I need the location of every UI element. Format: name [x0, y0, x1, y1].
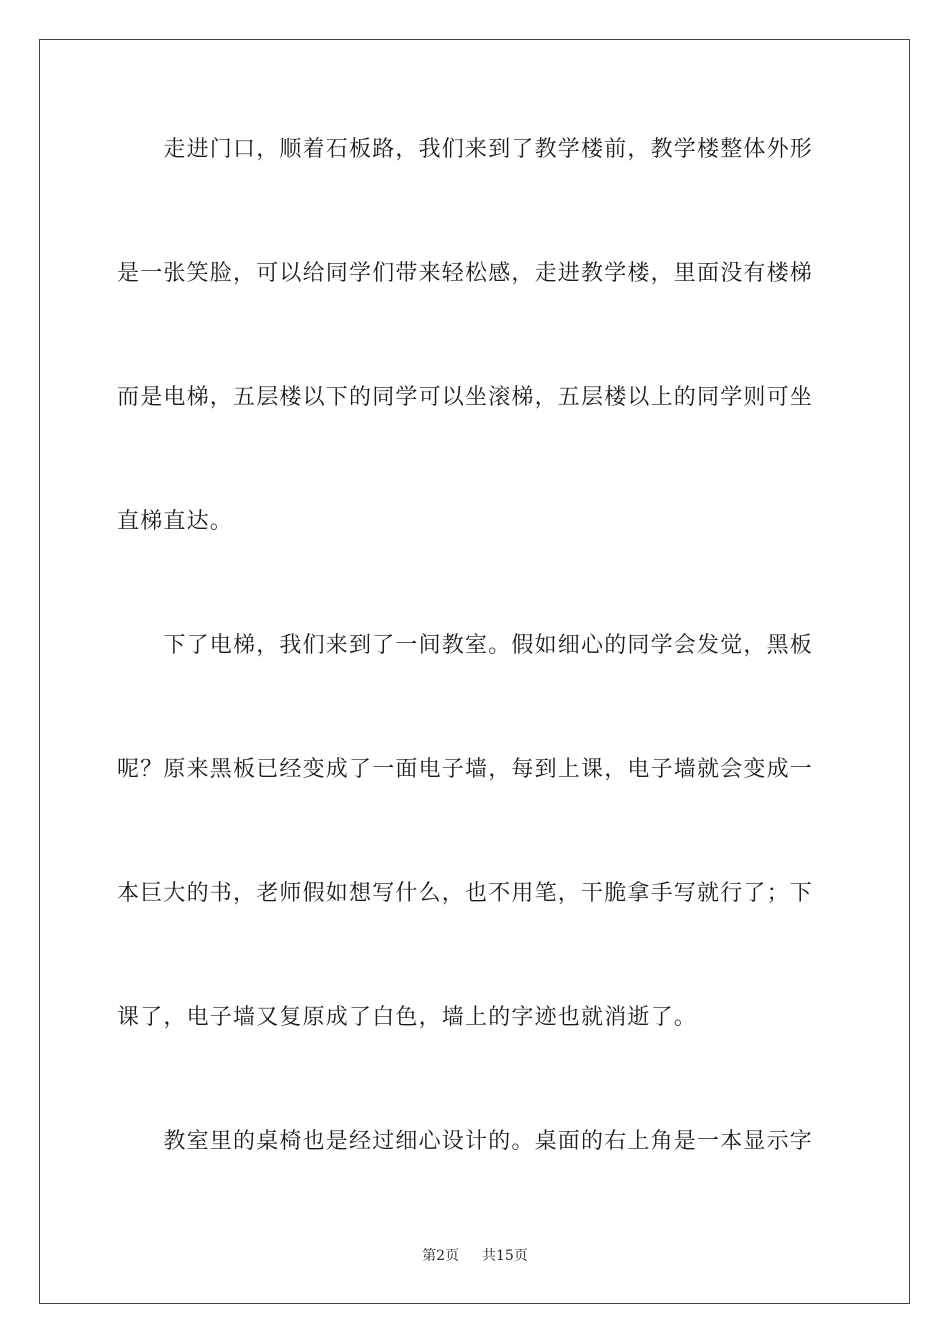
- text-line: 呢？原来黑板已经变成了一面电子墙，每到上课，电子墙就会变成一: [117, 757, 814, 782]
- text-line: 教室里的桌椅也是经过细心设计的。桌面的右上角是一本显示字: [117, 1129, 814, 1154]
- page-number: 第2页: [422, 1248, 460, 1264]
- text-line: 是一张笑脸，可以给同学们带来轻松感，走进教学楼，里面没有楼梯: [117, 261, 814, 286]
- page-border: [39, 39, 910, 1304]
- page-total: 共15页: [482, 1248, 528, 1264]
- text-line: 下了电梯，我们来到了一间教室。假如细心的同学会发觉，黑板: [117, 633, 814, 658]
- text-line: 课了，电子墙又复原成了白色，墙上的字迹也就消逝了。: [117, 1005, 698, 1030]
- text-line: 走进门口，顺着石板路，我们来到了教学楼前，教学楼整体外形: [117, 137, 814, 162]
- text-line: 直梯直达。: [117, 509, 234, 534]
- text-line: 而是电梯，五层楼以下的同学可以坐滚梯，五层楼以上的同学则可坐: [117, 385, 814, 410]
- text-line: 本巨大的书，老师假如想写什么，也不用笔，干脆拿手写就行了；下: [117, 881, 814, 906]
- page-footer: [0, 1247, 950, 1265]
